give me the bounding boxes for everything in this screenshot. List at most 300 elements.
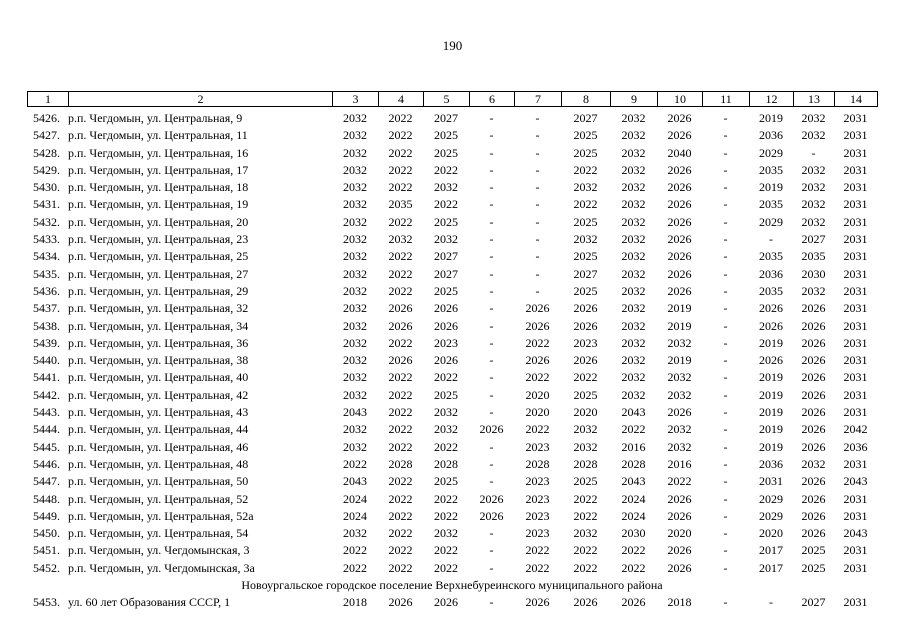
table-row (27, 283, 877, 300)
row-value-cell: 2022 (434, 508, 458, 523)
row-value-cell: - (489, 145, 494, 160)
column-header-cell: 9 (611, 92, 658, 107)
row-number: 5431. (33, 197, 60, 212)
row-number: 5442. (33, 387, 60, 402)
row-number: 5437. (33, 301, 60, 316)
row-value-cell: 2024 (621, 491, 646, 506)
row-number: 5449. (33, 508, 60, 523)
row-value-cell: 2032 (621, 283, 646, 298)
row-value-cell: 2031 (843, 335, 868, 350)
row-value-cell: 2025 (573, 214, 598, 229)
row-value-cell: 2026 (759, 301, 783, 316)
table-row (27, 214, 877, 231)
row-value-cell: 2032 (621, 301, 646, 316)
row-value-cell: - (489, 543, 494, 558)
table-row (27, 560, 877, 577)
row-number: 5445. (33, 439, 60, 454)
row-value-cell: 2032 (434, 526, 458, 541)
row-value-cell: - (723, 128, 728, 143)
row-value-cell: 2032 (573, 422, 598, 437)
row-address: р.п. Чегдомын, ул. Центральная, 18 (68, 180, 249, 195)
row-value-cell: 2023 (525, 526, 550, 541)
row-value-cell: 2032 (388, 232, 413, 247)
row-value-cell: - (489, 474, 494, 489)
row-value-cell: - (535, 283, 540, 298)
section-title: Новоургальское городское поселение Верхнебуреинского муниципального района (241, 578, 663, 593)
row-value-cell: 2017 (759, 543, 783, 558)
row-value-cell: 2031 (843, 249, 868, 264)
row-value-cell: 2032 (343, 128, 367, 143)
row-value-cell: 2032 (343, 318, 367, 333)
row-value-cell: 2035 (388, 197, 413, 212)
row-value-cell: 2032 (343, 180, 367, 195)
row-value-cell: 2026 (479, 491, 504, 506)
row-value-cell: 2017 (759, 560, 783, 575)
row-value-cell: 2026 (525, 318, 550, 333)
row-value-cell: 2029 (759, 508, 783, 523)
row-value-cell: 2032 (621, 180, 646, 195)
row-value-cell: 2022 (388, 560, 413, 575)
column-header-cell: 12 (750, 92, 794, 107)
row-value-cell: 2032 (434, 180, 458, 195)
row-value-cell: 2030 (621, 526, 646, 541)
row-value-cell: 2022 (525, 422, 550, 437)
row-address: р.п. Чегдомын, ул. Центральная, 40 (68, 370, 249, 385)
row-value-cell: - (723, 266, 728, 281)
row-value-cell: 2022 (621, 422, 646, 437)
row-value-cell: 2026 (388, 595, 413, 610)
row-value-cell: 2025 (434, 283, 458, 298)
row-value-cell: 2026 (667, 283, 692, 298)
row-value-cell: 2022 (388, 180, 413, 195)
row-value-cell: 2032 (343, 283, 367, 298)
row-value-cell: 2024 (343, 508, 367, 523)
row-value-cell: 2032 (573, 526, 598, 541)
row-value-cell: 2020 (525, 387, 550, 402)
row-value-cell: 2032 (343, 422, 367, 437)
row-address: р.п. Чегдомын, ул. Центральная, 42 (68, 387, 249, 402)
row-value-cell: 2032 (343, 111, 367, 125)
row-value-cell: 2020 (573, 405, 598, 420)
row-value-cell: 2022 (343, 543, 367, 558)
row-value-cell: 2026 (801, 318, 826, 333)
row-value-cell: 2032 (801, 283, 826, 298)
row-number: 5452. (33, 560, 60, 575)
row-number: 5446. (33, 456, 60, 471)
row-value-cell: 2022 (434, 560, 458, 575)
row-value-cell: - (489, 301, 494, 316)
row-value-cell: - (489, 162, 494, 177)
row-value-cell: 2026 (388, 353, 413, 368)
row-value-cell: 2019 (759, 387, 783, 402)
row-value-cell: 2026 (667, 111, 692, 125)
row-number: 5441. (33, 370, 60, 385)
row-value-cell: 2027 (434, 111, 458, 125)
row-value-cell: 2031 (843, 560, 868, 575)
row-value-cell: - (489, 387, 494, 402)
table-row (27, 387, 877, 404)
row-value-cell: 2022 (388, 335, 413, 350)
row-value-cell: 2022 (388, 214, 413, 229)
row-value-cell: 2026 (667, 266, 692, 281)
row-value-cell: 2018 (667, 595, 692, 610)
row-value-cell: 2019 (759, 405, 783, 420)
row-value-cell: 2032 (621, 162, 646, 177)
row-value-cell: - (723, 422, 728, 437)
row-value-cell: - (723, 543, 728, 558)
column-header-row (28, 92, 878, 107)
row-value-cell: 2022 (388, 508, 413, 523)
row-value-cell: 2026 (479, 508, 504, 523)
row-address: р.п. Чегдомын, ул. Центральная, 43 (68, 405, 249, 420)
row-value-cell: 2026 (801, 422, 826, 437)
row-value-cell: 2026 (801, 526, 826, 541)
column-header-cell: 8 (562, 92, 611, 107)
row-value-cell: 2032 (621, 370, 646, 385)
row-value-cell: 2031 (843, 111, 868, 125)
row-address: р.п. Чегдомын, ул. Центральная, 32 (68, 301, 249, 316)
row-value-cell: 2022 (573, 370, 598, 385)
table-row (27, 456, 877, 473)
table-row (27, 369, 877, 386)
row-value-cell: - (489, 353, 494, 368)
row-value-cell: 2031 (843, 595, 868, 610)
row-value-cell: 2022 (388, 526, 413, 541)
column-header-cell: 5 (424, 92, 470, 107)
row-value-cell: 2026 (801, 335, 826, 350)
row-value-cell: 2031 (843, 370, 868, 385)
row-value-cell: - (723, 560, 728, 575)
row-value-cell: 2027 (434, 266, 458, 281)
row-address: р.п. Чегдомын, ул. Центральная, 29 (68, 283, 249, 298)
row-value-cell: 2032 (667, 439, 692, 454)
row-number: 5439. (33, 335, 60, 350)
column-header-cell: 6 (470, 92, 515, 107)
row-value-cell: 2023 (434, 335, 458, 350)
row-value-cell: 2026 (759, 318, 783, 333)
row-value-cell: 2043 (843, 526, 868, 541)
row-value-cell: 2031 (843, 405, 868, 420)
row-value-cell: 2032 (801, 128, 826, 143)
row-value-cell: 2026 (801, 387, 826, 402)
data-rows (27, 110, 877, 612)
row-value-cell: - (489, 335, 494, 350)
row-address: р.п. Чегдомын, ул. Центральная, 27 (68, 266, 249, 281)
row-value-cell: 2026 (801, 405, 826, 420)
row-address: р.п. Чегдомын, ул. Центральная, 19 (68, 197, 249, 212)
table-row (27, 231, 877, 248)
row-value-cell: 2022 (388, 439, 413, 454)
page-number: 190 (442, 38, 463, 53)
column-header-cell: 10 (658, 92, 703, 107)
row-value-cell: 2022 (388, 283, 413, 298)
row-number: 5434. (33, 249, 60, 264)
row-value-cell: 2035 (759, 283, 783, 298)
row-value-cell: 2032 (343, 232, 367, 247)
row-value-cell: 2022 (388, 422, 413, 437)
row-value-cell: - (489, 249, 494, 264)
row-value-cell: 2032 (621, 232, 646, 247)
row-value-cell: - (811, 145, 816, 160)
row-value-cell: 2019 (759, 439, 783, 454)
table-row (27, 473, 877, 490)
row-value-cell: 2028 (525, 456, 550, 471)
row-value-cell: 2031 (843, 180, 868, 195)
row-value-cell: 2028 (434, 456, 458, 471)
table-row (27, 439, 877, 456)
row-value-cell: 2022 (573, 491, 598, 506)
row-value-cell: 2019 (759, 422, 783, 437)
row-value-cell: 2025 (573, 283, 598, 298)
row-value-cell: 2027 (573, 111, 598, 125)
row-value-cell: 2022 (434, 197, 458, 212)
row-value-cell: 2035 (759, 249, 783, 264)
row-value-cell: 2022 (388, 370, 413, 385)
row-value-cell: - (535, 266, 540, 281)
column-header-cell: 1 (28, 92, 69, 107)
row-value-cell: - (723, 162, 728, 177)
row-number: 5427. (33, 128, 60, 143)
row-value-cell: - (723, 370, 728, 385)
row-value-cell: 2032 (621, 318, 646, 333)
column-header-cell: 13 (794, 92, 835, 107)
row-value-cell: - (723, 301, 728, 316)
row-value-cell: 2022 (434, 162, 458, 177)
row-address: р.п. Чегдомын, ул. Центральная, 17 (68, 162, 249, 177)
row-value-cell: 2031 (843, 197, 868, 212)
row-number: 5438. (33, 318, 60, 333)
row-value-cell: 2025 (573, 474, 598, 489)
table-row (27, 404, 877, 421)
row-value-cell: 2029 (759, 145, 783, 160)
row-value-cell: 2022 (573, 197, 598, 212)
row-value-cell: 2022 (525, 335, 550, 350)
row-value-cell: 2026 (434, 318, 458, 333)
row-value-cell: 2029 (759, 214, 783, 229)
row-value-cell: - (723, 595, 728, 610)
row-value-cell: - (535, 214, 540, 229)
row-value-cell: 2026 (434, 301, 458, 316)
row-value-cell: 2019 (667, 318, 692, 333)
table-row (27, 127, 877, 144)
row-address: р.п. Чегдомын, ул. Центральная, 23 (68, 232, 249, 247)
row-value-cell: 2026 (667, 128, 692, 143)
row-value-cell: - (723, 214, 728, 229)
row-value-cell: - (723, 526, 728, 541)
row-value-cell: - (489, 439, 494, 454)
row-value-cell: 2022 (388, 405, 413, 420)
row-value-cell: 2025 (573, 128, 598, 143)
row-address: р.п. Чегдомын, ул. Центральная, 25 (68, 249, 249, 264)
row-value-cell: 2022 (343, 456, 367, 471)
row-number: 5435. (33, 266, 60, 281)
row-value-cell: 2040 (667, 145, 692, 160)
row-value-cell: 2022 (434, 543, 458, 558)
row-number: 5451. (33, 543, 60, 558)
row-value-cell: - (769, 232, 773, 247)
row-value-cell: 2025 (573, 249, 598, 264)
row-value-cell: - (535, 249, 540, 264)
row-value-cell: 2023 (525, 474, 550, 489)
row-value-cell: 2028 (621, 456, 646, 471)
row-address: р.п. Чегдомын, ул. Центральная, 54 (68, 526, 249, 541)
row-value-cell: 2026 (434, 353, 458, 368)
row-value-cell: 2031 (843, 301, 868, 316)
row-number: 5443. (33, 405, 60, 420)
table-row (27, 352, 877, 369)
row-value-cell: 2027 (801, 232, 826, 247)
row-value-cell: 2035 (759, 162, 783, 177)
row-address: р.п. Чегдомын, ул. Чегдомынская, 3 (68, 543, 250, 558)
row-value-cell: 2026 (479, 422, 504, 437)
row-address: р.п. Чегдомын, ул. Центральная, 44 (68, 422, 249, 437)
row-value-cell: 2026 (801, 370, 826, 385)
table-row (27, 594, 877, 611)
table-row (27, 110, 877, 127)
table-row (27, 525, 877, 542)
row-value-cell: 2031 (843, 145, 868, 160)
table-row (27, 162, 877, 179)
column-header-cell: 3 (333, 92, 379, 107)
row-value-cell: 2026 (667, 508, 692, 523)
row-number: 5428. (33, 145, 60, 160)
table-row (27, 145, 877, 162)
row-number: 5450. (33, 526, 60, 541)
row-value-cell: 2032 (343, 353, 367, 368)
row-value-cell: 2026 (667, 249, 692, 264)
row-value-cell: 2016 (667, 456, 692, 471)
row-value-cell: 2022 (434, 439, 458, 454)
row-value-cell: 2026 (667, 214, 692, 229)
row-value-cell: 2026 (667, 162, 692, 177)
row-address: р.п. Чегдомын, ул. Центральная, 11 (68, 128, 248, 143)
row-number: 5426. (33, 111, 60, 125)
row-value-cell: - (723, 508, 728, 523)
row-value-cell: - (489, 283, 494, 298)
row-value-cell: 2022 (573, 162, 598, 177)
table-row (27, 248, 877, 265)
row-value-cell: - (723, 283, 728, 298)
row-value-cell: 2043 (621, 405, 646, 420)
row-value-cell: 2036 (759, 128, 783, 143)
row-value-cell: 2022 (388, 543, 413, 558)
row-number: 5453. (33, 595, 60, 610)
row-address: р.п. Чегдомын, ул. Центральная, 46 (68, 439, 249, 454)
row-value-cell: 2032 (621, 128, 646, 143)
table-row (27, 318, 877, 335)
row-number: 5433. (33, 232, 60, 247)
row-value-cell: 2022 (525, 560, 550, 575)
row-value-cell: - (489, 214, 494, 229)
row-value-cell: 2031 (759, 474, 783, 489)
row-value-cell: - (535, 180, 540, 195)
row-value-cell: 2023 (573, 335, 598, 350)
row-value-cell: 2026 (667, 180, 692, 195)
row-value-cell: - (723, 180, 728, 195)
row-value-cell: 2032 (343, 249, 367, 264)
row-value-cell: - (489, 370, 494, 385)
row-value-cell: - (489, 180, 494, 195)
row-value-cell: 2031 (843, 214, 868, 229)
row-value-cell: - (489, 318, 494, 333)
row-value-cell: 2025 (434, 387, 458, 402)
row-value-cell: 2035 (801, 249, 826, 264)
row-value-cell: 2031 (843, 162, 868, 177)
row-value-cell: 2022 (434, 491, 458, 506)
row-value-cell: 2025 (801, 560, 826, 575)
row-value-cell: - (489, 111, 494, 125)
row-value-cell: - (535, 111, 540, 125)
row-value-cell: - (489, 128, 494, 143)
row-value-cell: 2026 (525, 595, 550, 610)
row-number: 5436. (33, 283, 60, 298)
row-value-cell: 2031 (843, 128, 868, 143)
row-value-cell: - (535, 197, 540, 212)
row-value-cell: 2032 (343, 387, 367, 402)
row-value-cell: - (489, 232, 494, 247)
row-value-cell: 2020 (667, 526, 692, 541)
row-value-cell: 2043 (843, 474, 868, 489)
row-value-cell: 2026 (801, 508, 826, 523)
row-value-cell: 2016 (621, 439, 646, 454)
row-value-cell: 2032 (667, 335, 692, 350)
row-value-cell: 2031 (843, 266, 868, 281)
row-address: р.п. Чегдомын, ул. Центральная, 20 (68, 214, 249, 229)
row-value-cell: 2024 (343, 491, 367, 506)
row-value-cell: 2032 (801, 162, 826, 177)
row-value-cell: 2026 (667, 405, 692, 420)
row-value-cell: 2022 (621, 543, 646, 558)
row-value-cell: 2025 (434, 214, 458, 229)
row-value-cell: 2031 (843, 283, 868, 298)
row-value-cell: 2031 (843, 543, 868, 558)
row-value-cell: - (769, 595, 773, 610)
row-value-cell: 2032 (667, 387, 692, 402)
row-value-cell: 2019 (667, 301, 692, 316)
row-value-cell: 2032 (343, 266, 367, 281)
row-value-cell: 2031 (843, 318, 868, 333)
row-value-cell: 2026 (573, 353, 598, 368)
table-row (27, 491, 877, 508)
table-row (27, 421, 877, 438)
row-value-cell: 2027 (434, 249, 458, 264)
row-value-cell: - (723, 439, 728, 454)
row-address: р.п. Чегдомын, ул. Центральная, 50 (68, 474, 249, 489)
row-value-cell: 2043 (343, 474, 367, 489)
row-value-cell: 2026 (667, 197, 692, 212)
table-row (27, 266, 877, 283)
row-value-cell: 2032 (621, 335, 646, 350)
row-value-cell: 2019 (759, 370, 783, 385)
row-value-cell: 2032 (621, 353, 646, 368)
row-number: 5440. (33, 353, 60, 368)
row-value-cell: 2018 (343, 595, 367, 610)
row-value-cell: 2043 (343, 405, 367, 420)
row-value-cell: 2026 (573, 595, 598, 610)
row-value-cell: 2030 (801, 266, 826, 281)
row-value-cell: 2022 (573, 508, 598, 523)
row-value-cell: 2026 (525, 353, 550, 368)
row-value-cell: 2026 (667, 232, 692, 247)
row-value-cell: 2026 (667, 560, 692, 575)
row-value-cell: - (535, 232, 540, 247)
row-value-cell: 2022 (388, 491, 413, 506)
row-value-cell: 2022 (388, 145, 413, 160)
row-value-cell: 2026 (759, 353, 783, 368)
row-value-cell: 2022 (388, 249, 413, 264)
column-header-cell: 2 (69, 92, 333, 107)
row-value-cell: 2032 (801, 111, 826, 125)
